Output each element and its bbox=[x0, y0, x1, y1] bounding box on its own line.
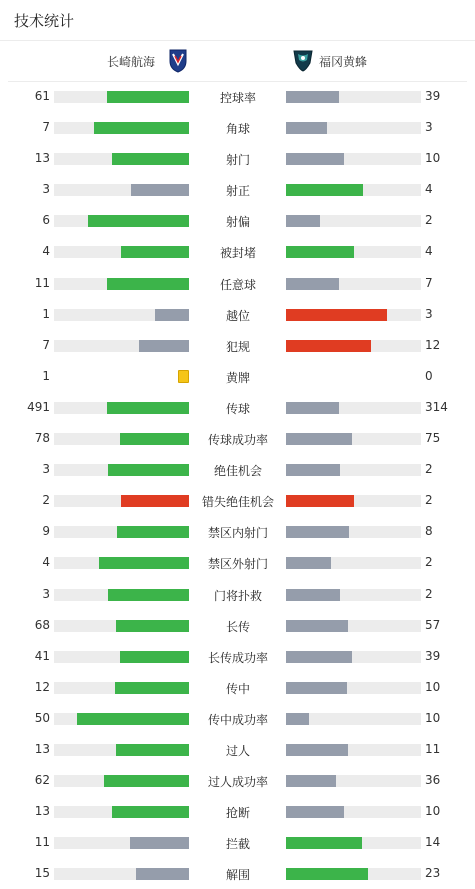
stat-label: 过人成功率 bbox=[207, 775, 268, 790]
stat-row bbox=[0, 796, 475, 827]
away-value: 10 bbox=[425, 710, 441, 725]
away-value: 2 bbox=[425, 213, 433, 228]
home-value: 4 bbox=[42, 555, 50, 570]
away-bar-track bbox=[286, 589, 421, 601]
stat-label: 禁区内射门 bbox=[207, 526, 268, 541]
stat-row bbox=[0, 81, 475, 112]
home-bar-track bbox=[54, 246, 189, 258]
away-bar-fill bbox=[286, 589, 340, 601]
stat-label: 射门 bbox=[225, 153, 250, 168]
home-bar-fill bbox=[139, 340, 189, 352]
stat-label: 绝佳机会 bbox=[213, 464, 262, 479]
away-bar-fill bbox=[286, 744, 348, 756]
home-bar-track bbox=[54, 775, 189, 787]
away-value: 39 bbox=[425, 648, 441, 663]
home-bar-fill bbox=[116, 620, 189, 632]
stat-row bbox=[0, 610, 475, 641]
away-value: 4 bbox=[425, 182, 433, 197]
home-bar-track bbox=[54, 495, 189, 507]
away-bar-fill bbox=[286, 246, 354, 258]
stat-row bbox=[0, 485, 475, 516]
stat-label: 传中成功率 bbox=[207, 712, 268, 727]
home-value: 3 bbox=[42, 462, 50, 477]
home-bar-fill bbox=[117, 526, 189, 538]
away-bar-track bbox=[286, 340, 421, 352]
home-value: 68 bbox=[34, 617, 50, 632]
stat-label: 传中 bbox=[225, 681, 250, 696]
home-value: 13 bbox=[34, 804, 50, 819]
home-bar-track bbox=[54, 340, 189, 352]
home-value: 41 bbox=[34, 648, 50, 663]
stat-label: 长传 bbox=[225, 619, 250, 634]
away-bar-fill bbox=[286, 775, 336, 787]
home-value: 3 bbox=[42, 182, 50, 197]
home-bar-track bbox=[54, 122, 189, 134]
home-bar-track bbox=[54, 215, 189, 227]
away-value: 10 bbox=[425, 804, 441, 819]
away-bar-track bbox=[286, 651, 421, 663]
home-bar-track bbox=[54, 806, 189, 818]
away-bar-fill bbox=[286, 868, 368, 880]
home-bar-fill bbox=[108, 464, 189, 476]
away-value: 14 bbox=[425, 835, 441, 850]
home-bar-fill bbox=[136, 868, 189, 880]
away-bar-fill bbox=[286, 806, 344, 818]
home-bar-fill bbox=[155, 309, 189, 321]
away-bar-fill bbox=[286, 713, 309, 725]
away-value: 2 bbox=[425, 462, 433, 477]
home-bar-track bbox=[54, 651, 189, 663]
away-value: 75 bbox=[425, 431, 441, 446]
away-value: 11 bbox=[425, 741, 441, 756]
home-value: 62 bbox=[34, 773, 50, 788]
stat-label: 射偏 bbox=[225, 215, 250, 230]
home-value: 2 bbox=[42, 493, 50, 508]
away-bar-fill bbox=[286, 309, 387, 321]
away-bar-fill bbox=[286, 122, 327, 134]
stat-row bbox=[0, 703, 475, 734]
stat-label: 传球 bbox=[225, 401, 250, 416]
home-bar-track bbox=[54, 402, 189, 414]
away-value: 4 bbox=[425, 244, 433, 259]
away-bar-track bbox=[286, 402, 421, 414]
home-value: 78 bbox=[34, 431, 50, 446]
home-bar-fill bbox=[121, 246, 189, 258]
home-value: 13 bbox=[34, 151, 50, 166]
stat-row bbox=[0, 641, 475, 672]
away-value: 3 bbox=[425, 120, 433, 135]
home-team-logo-icon[interactable] bbox=[168, 49, 188, 73]
stat-label: 控球率 bbox=[219, 91, 256, 105]
yellow-card-icon bbox=[178, 370, 189, 383]
stat-row bbox=[0, 858, 475, 889]
home-bar-fill bbox=[121, 495, 189, 507]
away-bar-fill bbox=[286, 682, 347, 694]
home-bar-track bbox=[54, 744, 189, 756]
stat-label: 犯规 bbox=[225, 339, 250, 354]
home-value: 9 bbox=[42, 524, 50, 539]
away-bar-track bbox=[286, 868, 421, 880]
away-bar-fill bbox=[286, 651, 352, 663]
away-team-logo-icon[interactable] bbox=[291, 48, 315, 72]
stat-label: 角球 bbox=[225, 122, 250, 137]
stats-list bbox=[0, 81, 475, 889]
away-bar-track bbox=[286, 309, 421, 321]
home-value: 7 bbox=[42, 120, 50, 135]
home-bar-fill bbox=[77, 713, 189, 725]
home-value: 12 bbox=[34, 679, 50, 694]
home-bar-track bbox=[54, 464, 189, 476]
away-bar-track bbox=[286, 464, 421, 476]
away-bar-track bbox=[286, 837, 421, 849]
away-bar-fill bbox=[286, 464, 340, 476]
stat-label: 射正 bbox=[225, 184, 250, 199]
home-bar-track bbox=[54, 589, 189, 601]
away-bar-track bbox=[286, 495, 421, 507]
stat-row bbox=[0, 205, 475, 236]
away-bar-track bbox=[286, 744, 421, 756]
away-bar-fill bbox=[286, 526, 349, 538]
home-value: 61 bbox=[34, 89, 50, 103]
home-bar-track bbox=[54, 557, 189, 569]
away-value: 2 bbox=[425, 493, 433, 508]
away-value: 2 bbox=[425, 555, 433, 570]
away-value: 8 bbox=[425, 524, 433, 539]
stat-label: 拦截 bbox=[225, 837, 250, 852]
home-bar-track bbox=[54, 868, 189, 880]
stat-row bbox=[0, 174, 475, 205]
away-value: 36 bbox=[425, 773, 441, 788]
away-bar-track bbox=[286, 557, 421, 569]
away-bar-fill bbox=[286, 153, 344, 165]
away-bar-track bbox=[286, 215, 421, 227]
stat-row bbox=[0, 423, 475, 454]
home-bar-fill bbox=[112, 153, 189, 165]
home-value: 13 bbox=[34, 741, 50, 756]
home-bar-fill bbox=[115, 682, 189, 694]
stat-row bbox=[0, 547, 475, 578]
away-value: 7 bbox=[425, 275, 433, 290]
stat-row bbox=[0, 236, 475, 267]
home-value: 11 bbox=[34, 275, 50, 290]
stat-row bbox=[0, 734, 475, 765]
away-bar-fill bbox=[286, 433, 352, 445]
home-value: 11 bbox=[34, 835, 50, 850]
home-value: 50 bbox=[34, 710, 50, 725]
home-bar-track bbox=[54, 713, 189, 725]
stat-label: 抢断 bbox=[225, 806, 250, 821]
home-bar-fill bbox=[107, 91, 189, 103]
away-bar-track bbox=[286, 775, 421, 787]
away-bar-track bbox=[286, 246, 421, 258]
away-value: 10 bbox=[425, 151, 441, 166]
away-value: 12 bbox=[425, 337, 441, 352]
home-bar-fill bbox=[88, 215, 189, 227]
stat-label: 解围 bbox=[225, 868, 250, 883]
stat-label: 过人 bbox=[225, 743, 250, 758]
home-bar-track bbox=[54, 526, 189, 538]
stat-row bbox=[0, 516, 475, 547]
home-bar-fill bbox=[107, 278, 189, 290]
home-bar-track bbox=[54, 620, 189, 632]
away-bar-track bbox=[286, 153, 421, 165]
away-bar-track bbox=[286, 91, 421, 103]
teams-header bbox=[8, 41, 467, 82]
home-bar-fill bbox=[116, 744, 189, 756]
home-bar-track bbox=[54, 682, 189, 694]
stat-row bbox=[0, 299, 475, 330]
home-bar-track bbox=[54, 837, 189, 849]
home-bar-track bbox=[54, 153, 189, 165]
away-bar-track bbox=[286, 806, 421, 818]
away-bar-fill bbox=[286, 495, 354, 507]
stat-row bbox=[0, 361, 475, 392]
away-value: 23 bbox=[425, 866, 441, 881]
away-value: 0 bbox=[425, 368, 433, 383]
home-bar-fill bbox=[131, 184, 189, 196]
away-bar-track bbox=[286, 713, 421, 725]
away-bar-track bbox=[286, 526, 421, 538]
stat-row bbox=[0, 330, 475, 361]
home-value: 15 bbox=[34, 866, 50, 881]
stat-row bbox=[0, 143, 475, 174]
home-value: 6 bbox=[42, 213, 50, 228]
stat-row bbox=[0, 672, 475, 703]
home-value: 1 bbox=[42, 306, 50, 321]
stat-label: 越位 bbox=[225, 308, 250, 323]
away-value: 57 bbox=[425, 617, 441, 632]
stat-row bbox=[0, 579, 475, 610]
away-bar-track bbox=[286, 122, 421, 134]
home-bar-fill bbox=[112, 806, 189, 818]
page-title: 技术统计 bbox=[14, 12, 75, 30]
home-value: 4 bbox=[42, 244, 50, 259]
home-bar-fill bbox=[108, 589, 189, 601]
away-bar-track bbox=[286, 433, 421, 445]
home-value: 1 bbox=[42, 368, 50, 383]
stat-row bbox=[0, 268, 475, 299]
stat-row bbox=[0, 392, 475, 423]
away-bar-fill bbox=[286, 620, 348, 632]
away-bar-fill bbox=[286, 557, 331, 569]
away-bar-fill bbox=[286, 340, 371, 352]
stat-row bbox=[0, 454, 475, 485]
away-bar-fill bbox=[286, 837, 362, 849]
home-bar-fill bbox=[99, 557, 189, 569]
home-bar-track bbox=[54, 309, 189, 321]
away-value: 39 bbox=[425, 89, 441, 103]
stat-row bbox=[0, 827, 475, 858]
away-bar-fill bbox=[286, 215, 320, 227]
stat-label: 长传成功率 bbox=[207, 650, 268, 665]
away-value: 2 bbox=[425, 586, 433, 601]
stat-label: 黄牌 bbox=[225, 370, 250, 385]
stat-label: 错失绝佳机会 bbox=[201, 495, 274, 510]
home-value: 491 bbox=[27, 399, 50, 414]
away-value: 3 bbox=[425, 306, 433, 321]
stat-label: 被封堵 bbox=[219, 246, 256, 261]
away-value: 10 bbox=[425, 679, 441, 694]
stat-row bbox=[0, 112, 475, 143]
home-bar-fill bbox=[120, 433, 189, 445]
stat-label: 门将扑救 bbox=[213, 588, 262, 603]
home-bar-fill bbox=[104, 775, 189, 787]
home-bar-track bbox=[54, 278, 189, 290]
away-value: 314 bbox=[425, 399, 448, 414]
away-bar-track bbox=[286, 184, 421, 196]
home-team-name[interactable]: 长崎航海 bbox=[106, 55, 155, 69]
away-bar-fill bbox=[286, 91, 339, 103]
home-bar-fill bbox=[107, 402, 189, 414]
home-bar-track bbox=[54, 91, 189, 103]
away-bar-track bbox=[286, 620, 421, 632]
stat-label: 任意球 bbox=[219, 277, 256, 292]
home-value: 3 bbox=[42, 586, 50, 601]
away-bar-fill bbox=[286, 278, 339, 290]
away-bar-track bbox=[286, 682, 421, 694]
home-bar-track bbox=[54, 433, 189, 445]
home-bar-fill bbox=[130, 837, 189, 849]
home-bar-fill bbox=[120, 651, 189, 663]
away-bar-track bbox=[286, 278, 421, 290]
home-bar-track bbox=[54, 184, 189, 196]
stat-row bbox=[0, 765, 475, 796]
home-bar-fill bbox=[94, 122, 189, 134]
away-team-name[interactable]: 福冈黄蜂 bbox=[319, 55, 368, 69]
away-bar-fill bbox=[286, 402, 339, 414]
stat-label: 传球成功率 bbox=[207, 433, 268, 448]
home-value: 7 bbox=[42, 337, 50, 352]
stat-label: 禁区外射门 bbox=[207, 557, 268, 572]
away-bar-fill bbox=[286, 184, 363, 196]
